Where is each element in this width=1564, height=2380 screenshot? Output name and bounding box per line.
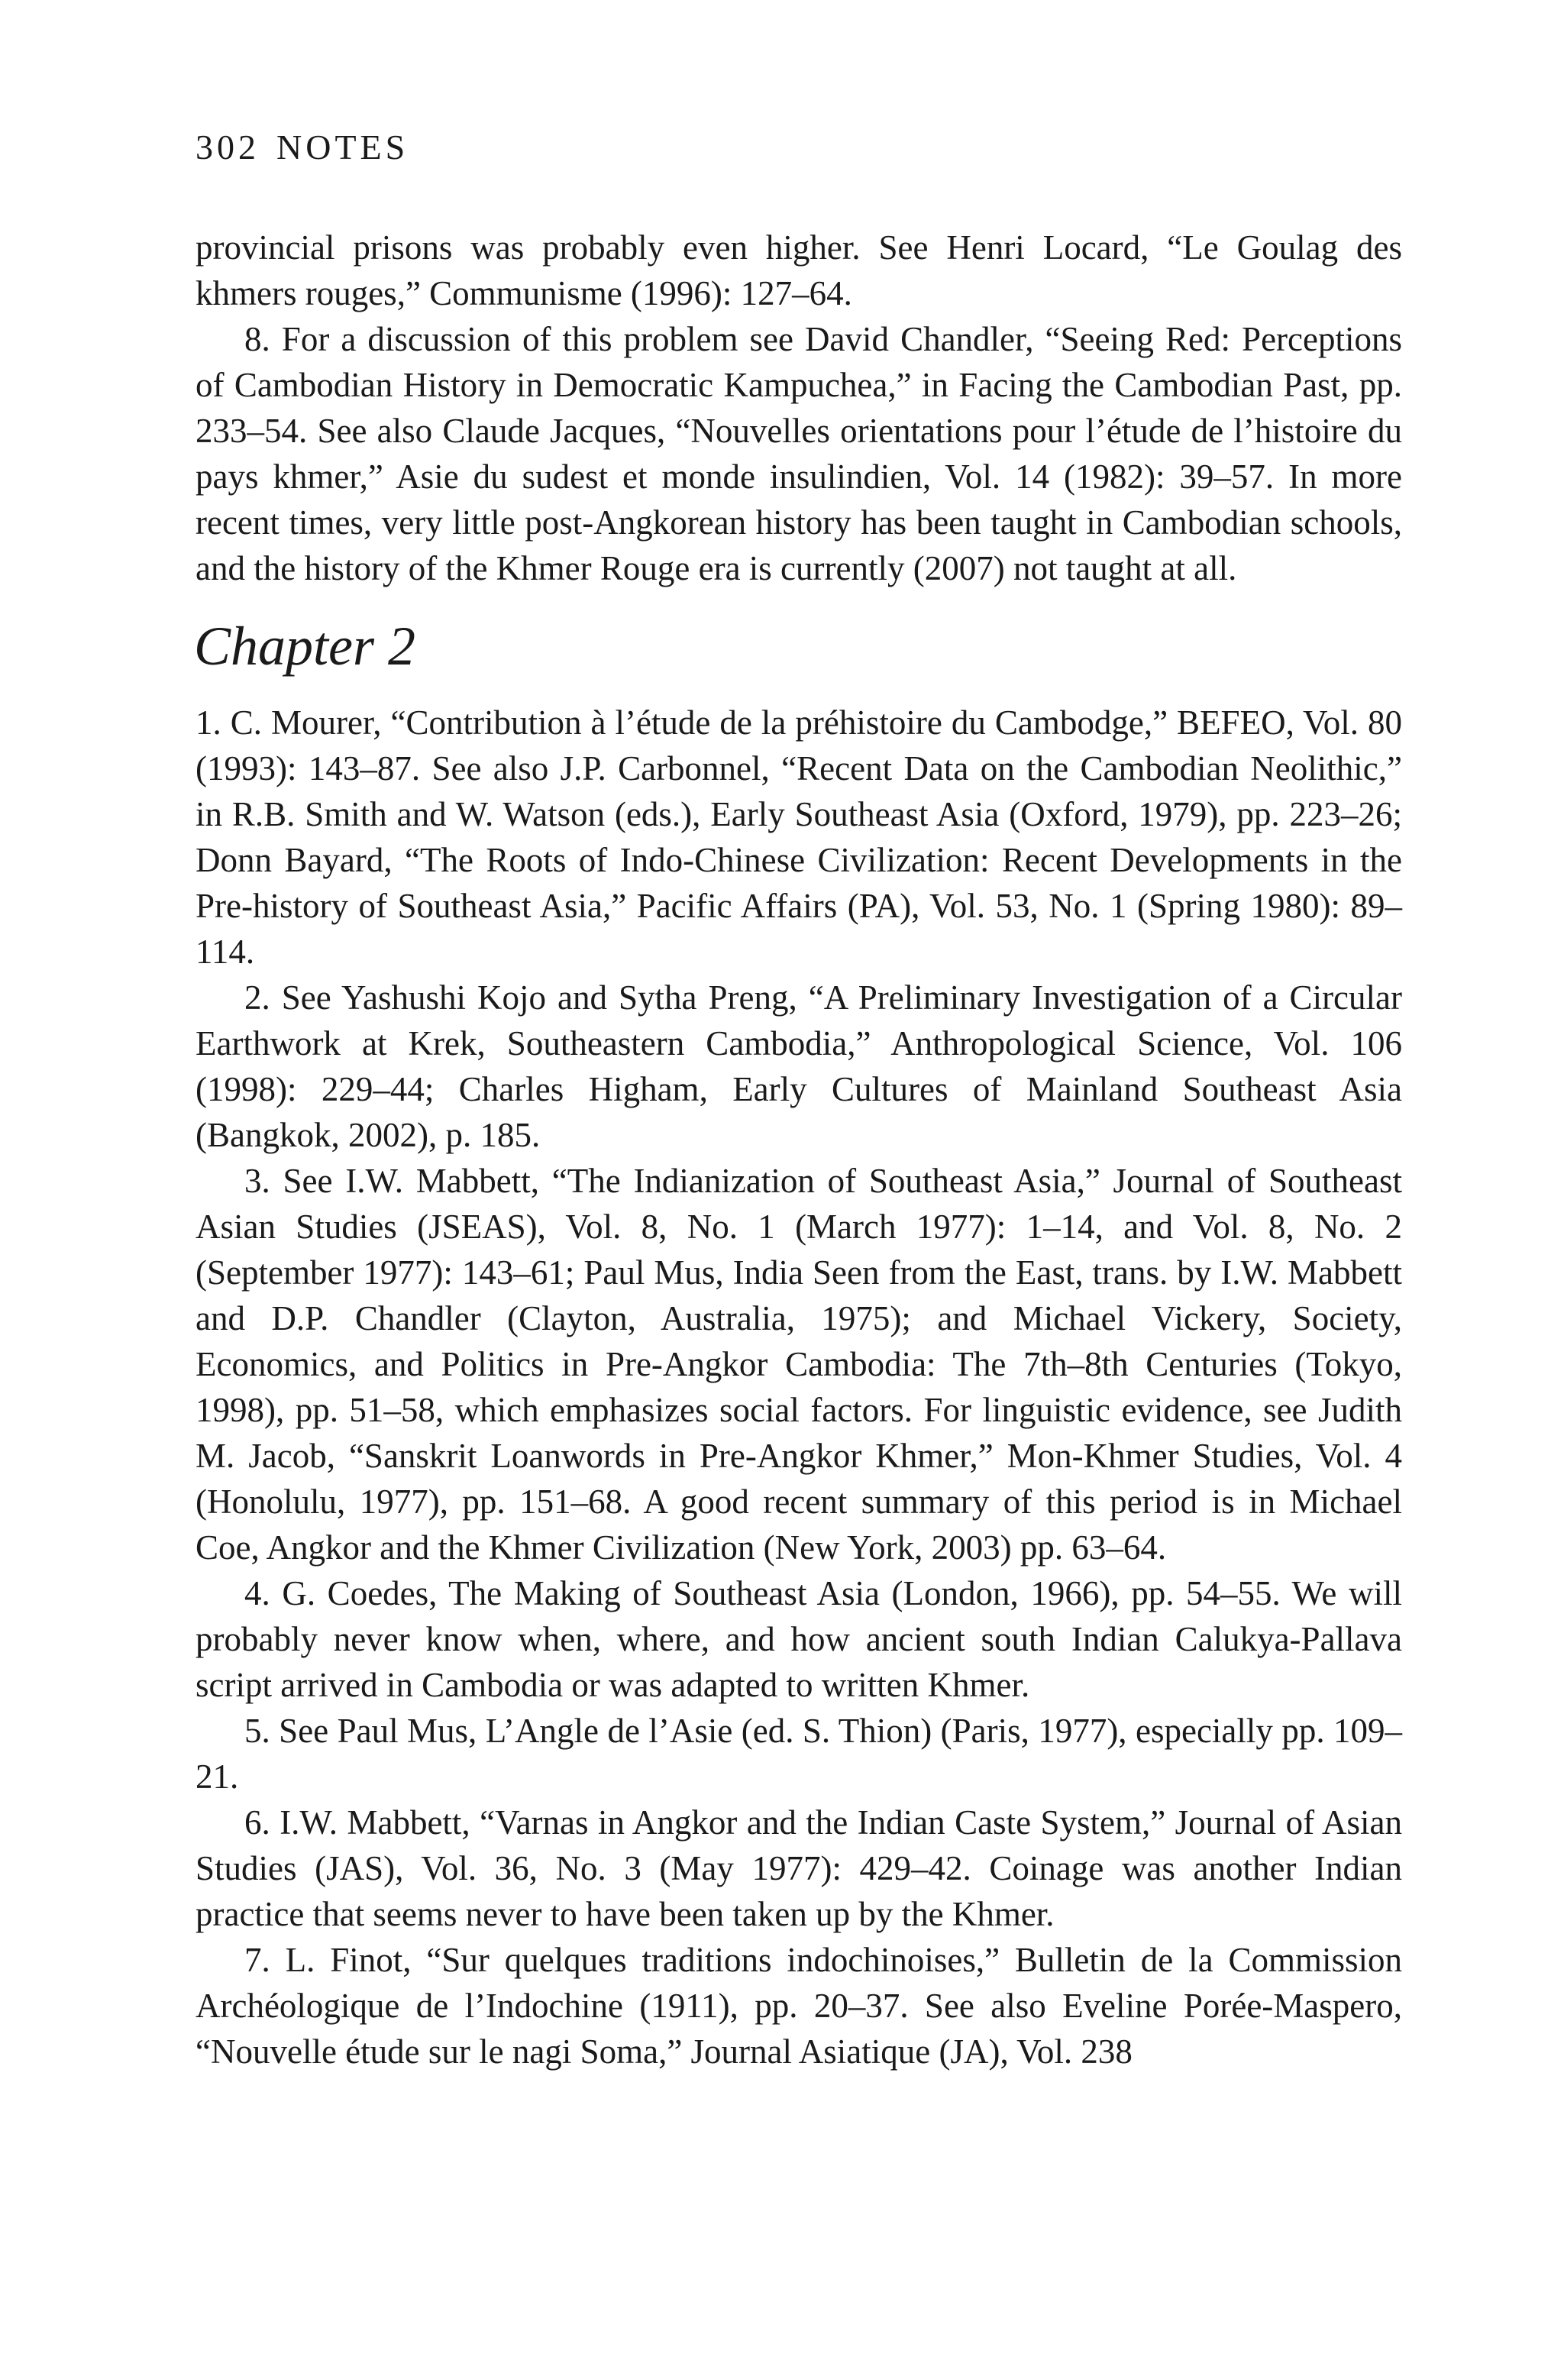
continued-note-text: provincial prisons was probably even higher. See Henri Locard, “Le Goulag des khmers rouges,” Communisme (1996): 127–64. — [196, 228, 1402, 312]
running-head — [196, 130, 1402, 165]
book-page — [196, 115, 1402, 2074]
page-number: 302 — [196, 128, 260, 167]
chapter-note-6: 6. I.W. Mabbett, “Varnas in Angkor and the Indian Caste System,” Journal of Asian Studies (JAS), Vol. 36, No. 3 (May 1977): 429–42. Coinage was another Indian practice that seems never to have been taken up by the Khmer. — [196, 1803, 1402, 1933]
chapter-note-3: 3. See I.W. Mabbett, “The Indianization of Southeast Asia,” Journal of Southeast Asian Studies (JSEAS), Vol. 8, No. 1 (March 1977): 1–14, and Vol. 8, No. 2 (September 1977): 143–61; Paul Mus, India Seen from the East, trans. by I.W. Mabbett and D.P. Chandler (Clayton, Australia, 1975); and Michael Vickery, Society, Economics, and Politics in Pre-Angkor Cambodia: The 7th–8th Centuries (Tokyo, 1998), pp. 51–58, which emphasizes social factors. For linguistic evidence, see Judith M. Jacob, “Sanskrit Loanwords in Pre-Angkor Khmer,” Mon-Khmer Studies, Vol. 4 (Honolulu, 1977), pp. 151–68. A good recent summary of this period is in Michael Coe, Angkor and the Khmer Civilization (New York, 2003) pp. 63–64. — [196, 1162, 1402, 1567]
chapter-note-2: 2. See Yashushi Kojo and Sytha Preng, “A Preliminary Investigation of a Circular Earthwork at Krek, Southeastern Cambodia,” Anthropological Science, Vol. 106 (1998): 229–44; Charles Higham, Early Cultures of Mainland Southeast Asia (Bangkok, 2002), p. 185. — [196, 978, 1402, 1154]
chapter-heading: Chapter 2 — [194, 616, 416, 677]
notes-body — [196, 225, 1402, 2074]
chapter-note-7: 7. L. Finot, “Sur quelques traditions indochinoises,” Bulletin de la Commission Archéologique de l’Indochine (1911), pp. 20–37. See also Eveline Porée-Maspero, “Nouvelle étude sur le nagi Soma,” Journal Asiatique (JA), Vol. 238 — [196, 1941, 1402, 2071]
note-8: 8. For a discussion of this problem see David Chandler, “Seeing Red: Perceptions of Cambodian History in Democratic Kampuchea,” in Facing the Cambodian Past, pp. 233–54. See also Claude Jacques, “Nouvelles orientations pour l’étude de l’histoire du pays khmer,” Asie du sudest et monde insulindien, Vol. 14 (1982): 39–57. In more recent times, very little post-Angkorean history has been taught in Cambodian schools, and the history of the Khmer Rouge era is currently (2007) not taught at all. — [196, 320, 1402, 587]
chapter-note-4: 4. G. Coedes, The Making of Southeast Asia (London, 1966), pp. 54–55. We will probably never know when, where, and how ancient south Indian Calukya-Pallava script arrived in Cambodia or was adapted to written Khmer. — [196, 1574, 1402, 1704]
chapter-note-1: 1. C. Mourer, “Contribution à l’étude de la préhistoire du Cambodge,” BEFEO, Vol. 80 (1993): 143–87. See also J.P. Carbonnel, “Recent Data on the Cambodian Neolithic,” in R.B. Smith and W. Watson (eds.), Early Southeast Asia (Oxford, 1979), pp. 223–26; Donn Bayard, “The Roots of Indo-Chinese Civilization: Recent Developments in the Pre-history of Southeast Asia,” Pacific Affairs (PA), Vol. 53, No. 1 (Spring 1980): 89–114. — [196, 703, 1402, 971]
section-title: NOTES — [276, 128, 409, 167]
chapter-note-5: 5. See Paul Mus, L’Angle de l’Asie (ed. S. Thion) (Paris, 1977), especially pp. 109–21. — [196, 1712, 1402, 1796]
